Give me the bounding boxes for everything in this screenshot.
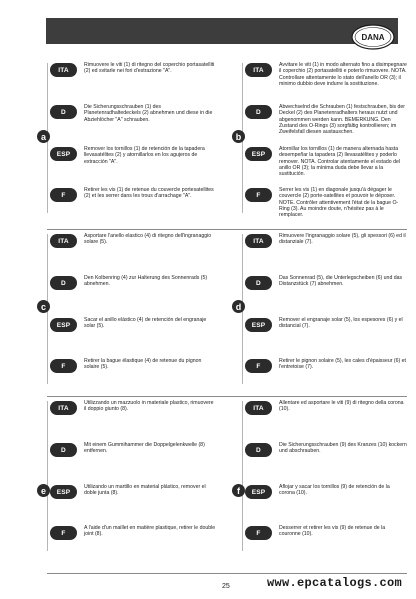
dana-logo [351,24,395,50]
logo-text: DANA [361,33,385,42]
instruction-text: Mit einem Gummihammer die Doppelgelenkwelle (8) entfernen. [84,442,205,455]
section-divider [47,396,407,397]
section-divider [47,229,407,230]
header-bar [46,18,398,44]
section-letter: e [37,484,50,497]
language-badge-esp: ESP [245,147,272,161]
instruction-text: Den Kolbenring (4) zur Halterung des Sonnenrads (5) abnehmen. [84,275,208,288]
watermark: www.epcatalogs.com [267,576,403,590]
language-badge-esp: ESP [50,318,77,332]
instruction-text: Die Sicherungsschrauben (1) des Planetenradhaltedeckels (2) abnehmen und diese in die Abziehlöcher "A" schrauben. [84,104,213,123]
language-badge-ita: ITA [245,63,272,77]
language-badge-ita: ITA [245,401,272,415]
language-badge-esp: ESP [50,147,77,161]
instruction-text: Utilizzando un mazzuolo in materiale plastico, rimuovere il doppio giunto (8). [84,400,214,413]
language-badge-d: D [245,276,272,290]
instruction-text: Aflojar y sacar los tornillos (9) de retención de la corona (10). [279,484,390,497]
language-badge-d: D [50,105,77,119]
instruction-text: Das Sonnenrad (5), die Unterlegscheiben (6) und das Distanzstück (7) abnehmen. [279,275,403,288]
language-badge-ita: ITA [50,63,77,77]
instruction-text: Atornillar los tornillos (1) de manera alternada hasta desempeñar la tapadera (2) llevasatélites y poderlo remover. NOTA. Controlar atentamente el estado del anillo OR (3); la mínima duda debe llevar a la sustitución. [279,146,401,178]
language-badge-f: F [245,526,272,540]
instruction-text: Remover los tornillos (1) de retención de la tapadera llevasatélites (2) y atornillarlos en los agujeros de extracción "A". [84,146,205,165]
instruction-text: Retirer le pignon solaire (5), les cales d'épaisseur (6) et l'entretoise (7). [279,358,406,371]
instruction-text: Retirer la bague élastique (4) de retenue du pignon solaire (5). [84,358,202,371]
language-badge-ita: ITA [50,234,77,248]
instruction-text: Utilizando un martillo en material plástico, remover el doble junta (8). [84,484,206,497]
section-divider [47,573,407,574]
section-letter: d [232,300,245,313]
instruction-text: A l'aide d'un maillet en matière plastique, retirer le double joint (8). [84,525,216,538]
section-letter: a [37,130,50,143]
language-badge-f: F [50,526,77,540]
instruction-text: Remover el engranaje solar (5), los espesores (6) y el distancial (7). [279,317,403,330]
instruction-text: Desserrer et retirer les vis (9) de retenue de la couronne (10). [279,525,386,538]
language-badge-esp: ESP [50,485,77,499]
instruction-text: Rimuovere le viti (1) di ritegno del coperchio portasatelliti (2) ed svitarle nei fori d'estrazione "A". [84,62,215,75]
section-letter: c [37,300,50,313]
language-badge-f: F [245,188,272,202]
language-badge-ita: ITA [245,234,272,248]
language-badge-esp: ESP [245,318,272,332]
section-rule [242,401,243,551]
section-letter: b [232,130,245,143]
instruction-text: Avvitare le viti (1) in modo alternato fino a disimpegnare il coperchio (2) portasatelliti e poterlo rimuovere. NOTA. Controllare attentamente lo stato dell'anello OR (3); il minimo dubbio deve indurre la sostituzione. [279,62,407,87]
instruction-text: Sacar el anillo elástico (4) de retención del engranaje solar (5). [84,317,207,330]
instruction-text: Rimuovere l'ingranaggio solare (5), gli spessori (6) ed il distanziale (7). [279,233,406,246]
instruction-text: Abwechselnd die Schrauben (1) festschrauben, bis der Deckel (2) des Planetenradhalters heraus nutzt und abgenommen werden kann. BEMERKUNG. Den Zustand des O-Rings (3) sorgfältig kontrollieren; im Zweifelsfall diesen austauschen. [279,104,406,136]
language-badge-esp: ESP [245,485,272,499]
instruction-text: Die Sicherungsschrauben (9) des Kranzes (10) kockern und abschrauben. [279,442,407,455]
language-badge-d: D [50,276,77,290]
language-badge-d: D [50,443,77,457]
language-badge-f: F [245,359,272,373]
language-badge-f: F [50,359,77,373]
language-badge-d: D [245,443,272,457]
page-number: 25 [222,583,230,590]
language-badge-d: D [245,105,272,119]
language-badge-ita: ITA [50,401,77,415]
instruction-text: Retirer les vis (1) de retenue du couvercle portesatellites (2) et les serrer dans les trous d'arrachage "A". [84,187,214,200]
language-badge-f: F [50,188,77,202]
instruction-text: Serrer les vis (1) en diagonale jusqu'à dégager le couvercle (2) porte-satellites et pouvoir le déposer. NOTE. Contrôler attentivement l'état de la bague O-Ring (3). Au moindre doute, n'hésitez pas à le remplacer. [279,187,399,219]
instruction-text: Allentare ed asportare le viti (9) di ritegno della corona (10). [279,400,404,413]
instruction-text: Asportare l'anello elastico (4) di ritegno dell'ingranaggio solare (5). [84,233,212,246]
section-letter: f [232,484,245,497]
section-rule [47,401,48,551]
